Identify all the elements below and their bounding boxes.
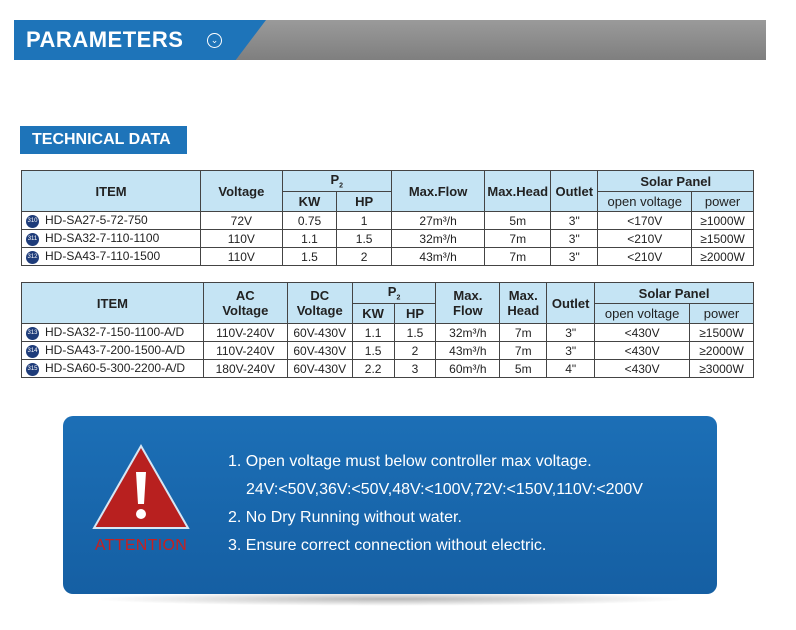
cell-head: 7m bbox=[500, 324, 547, 342]
cell-hp: 1.5 bbox=[337, 230, 391, 248]
cell-hp: 2 bbox=[394, 342, 436, 360]
row-number-badge: 313 bbox=[26, 327, 39, 340]
row-number-badge: 311 bbox=[26, 233, 39, 246]
col-max-head: Max.Head bbox=[485, 171, 551, 212]
cell-flow: 32m³/h bbox=[436, 324, 500, 342]
cell-head: 7m bbox=[500, 342, 547, 360]
col-power: power bbox=[690, 304, 754, 324]
section-title: TECHNICAL DATA bbox=[20, 126, 187, 154]
col-hp: HP bbox=[337, 192, 391, 212]
col-solar-panel: Solar Panel bbox=[598, 171, 754, 192]
cell-power: ≥2000W bbox=[690, 342, 754, 360]
col-p2: $P_2$ bbox=[282, 171, 391, 192]
col-item: ITEM bbox=[22, 171, 201, 212]
cell-flow: 32m³/h bbox=[391, 230, 485, 248]
table-row bbox=[22, 342, 754, 360]
attention-panel-shadow bbox=[90, 592, 690, 606]
cell-ac-voltage: 180V-240V bbox=[203, 360, 287, 378]
row-number-badge: 312 bbox=[26, 251, 39, 264]
col-max-head: Max. Head bbox=[500, 283, 547, 324]
col-ac-voltage: AC Voltage bbox=[203, 283, 287, 324]
col-kw: KW bbox=[282, 192, 337, 212]
cell-dc-voltage: 60V-430V bbox=[287, 324, 352, 342]
cell-outlet: 3" bbox=[547, 342, 595, 360]
cell-open-voltage: <430V bbox=[595, 342, 690, 360]
cell-voltage: 110V bbox=[201, 248, 283, 266]
note-item: 3. Ensure correct connection without electric. bbox=[228, 537, 547, 554]
cell-hp: 2 bbox=[337, 248, 391, 266]
cell-kw: 1.1 bbox=[282, 230, 337, 248]
col-outlet: Outlet bbox=[551, 171, 598, 212]
note-item: 24V:<50V,36V:<50V,48V:<100V,72V:<150V,110V:<200V bbox=[246, 481, 643, 498]
cell-ac-voltage: 110V-240V bbox=[203, 324, 287, 342]
row-number-badge: 314 bbox=[26, 345, 39, 358]
cell-flow: 43m³/h bbox=[391, 248, 485, 266]
cell-power: ≥3000W bbox=[690, 360, 754, 378]
cell-kw: 2.2 bbox=[352, 360, 394, 378]
col-item: ITEM bbox=[22, 283, 204, 324]
col-max-flow: Max.Flow bbox=[391, 171, 485, 212]
cell-outlet: 3" bbox=[551, 212, 598, 230]
cell-hp: 1 bbox=[337, 212, 391, 230]
cell-hp: 1.5 bbox=[394, 324, 436, 342]
col-voltage: Voltage bbox=[201, 171, 283, 212]
row-number-badge: 310 bbox=[26, 215, 39, 228]
note-item: 2. No Dry Running without water. bbox=[228, 509, 462, 526]
col-open-voltage: open voltage bbox=[595, 304, 690, 324]
cell-open-voltage: <430V bbox=[595, 324, 690, 342]
col-kw: KW bbox=[352, 304, 394, 324]
col-outlet: Outlet bbox=[547, 283, 595, 324]
cell-kw: 1.1 bbox=[352, 324, 394, 342]
cell-voltage: 72V bbox=[201, 212, 283, 230]
cell-dc-voltage: 60V-430V bbox=[287, 342, 352, 360]
cell-head: 7m bbox=[485, 248, 551, 266]
header-title: PARAMETERS bbox=[26, 27, 184, 52]
attention-label: ATTENTION bbox=[94, 537, 188, 554]
col-open-voltage: open voltage bbox=[598, 192, 692, 212]
item-model: HD-SA32-7-110-1100 bbox=[45, 231, 160, 246]
table-row bbox=[22, 212, 754, 230]
cell-open-voltage: <170V bbox=[598, 212, 692, 230]
col-solar-panel: Solar Panel bbox=[595, 283, 754, 304]
cell-dc-voltage: 60V-430V bbox=[287, 360, 352, 378]
technical-data-table-2 bbox=[21, 282, 754, 378]
attention-notes bbox=[228, 448, 643, 560]
cell-ac-voltage: 110V-240V bbox=[203, 342, 287, 360]
cell-hp: 3 bbox=[394, 360, 436, 378]
cell-outlet: 3" bbox=[551, 248, 598, 266]
cell-voltage: 110V bbox=[201, 230, 283, 248]
cell-head: 5m bbox=[500, 360, 547, 378]
cell-flow: 60m³/h bbox=[436, 360, 500, 378]
note-item: 1. Open voltage must below controller max voltage. bbox=[228, 453, 592, 470]
cell-head: 5m bbox=[485, 212, 551, 230]
item-model: HD-SA32-7-150-1100-A/D bbox=[45, 325, 185, 340]
table-row bbox=[22, 324, 754, 342]
cell-power: ≥1500W bbox=[690, 324, 754, 342]
chevron-down-icon: ⌄ bbox=[207, 33, 222, 48]
cell-kw: 1.5 bbox=[282, 248, 337, 266]
col-dc-voltage: DC Voltage bbox=[287, 283, 352, 324]
col-hp: HP bbox=[394, 304, 436, 324]
warning-triangle-icon bbox=[91, 442, 191, 532]
cell-kw: 1.5 bbox=[352, 342, 394, 360]
cell-head: 7m bbox=[485, 230, 551, 248]
cell-flow: 27m³/h bbox=[391, 212, 485, 230]
col-power: power bbox=[692, 192, 754, 212]
technical-data-table-1 bbox=[21, 170, 754, 266]
table-row bbox=[22, 360, 754, 378]
item-model: HD-SA60-5-300-2200-A/D bbox=[45, 361, 186, 376]
col-max-flow: Max. Flow bbox=[436, 283, 500, 324]
row-number-badge: 315 bbox=[26, 363, 39, 376]
table-row bbox=[22, 248, 754, 266]
item-model: HD-SA43-7-200-1500-A/D bbox=[45, 343, 186, 358]
item-model: HD-SA43-7-110-1500 bbox=[45, 249, 161, 264]
cell-open-voltage: <430V bbox=[595, 360, 690, 378]
cell-outlet: 3" bbox=[547, 324, 595, 342]
parameters-header bbox=[14, 20, 766, 60]
cell-power: ≥1000W bbox=[692, 212, 754, 230]
cell-outlet: 4" bbox=[547, 360, 595, 378]
cell-outlet: 3" bbox=[551, 230, 598, 248]
cell-flow: 43m³/h bbox=[436, 342, 500, 360]
cell-power: ≥2000W bbox=[692, 248, 754, 266]
cell-kw: 0.75 bbox=[282, 212, 337, 230]
cell-open-voltage: <210V bbox=[598, 248, 692, 266]
cell-open-voltage: <210V bbox=[598, 230, 692, 248]
item-model: HD-SA27-5-72-750 bbox=[45, 213, 148, 228]
table-row bbox=[22, 230, 754, 248]
col-p2: $P_2$ bbox=[352, 283, 436, 304]
attention-panel bbox=[63, 416, 717, 594]
cell-power: ≥1500W bbox=[692, 230, 754, 248]
